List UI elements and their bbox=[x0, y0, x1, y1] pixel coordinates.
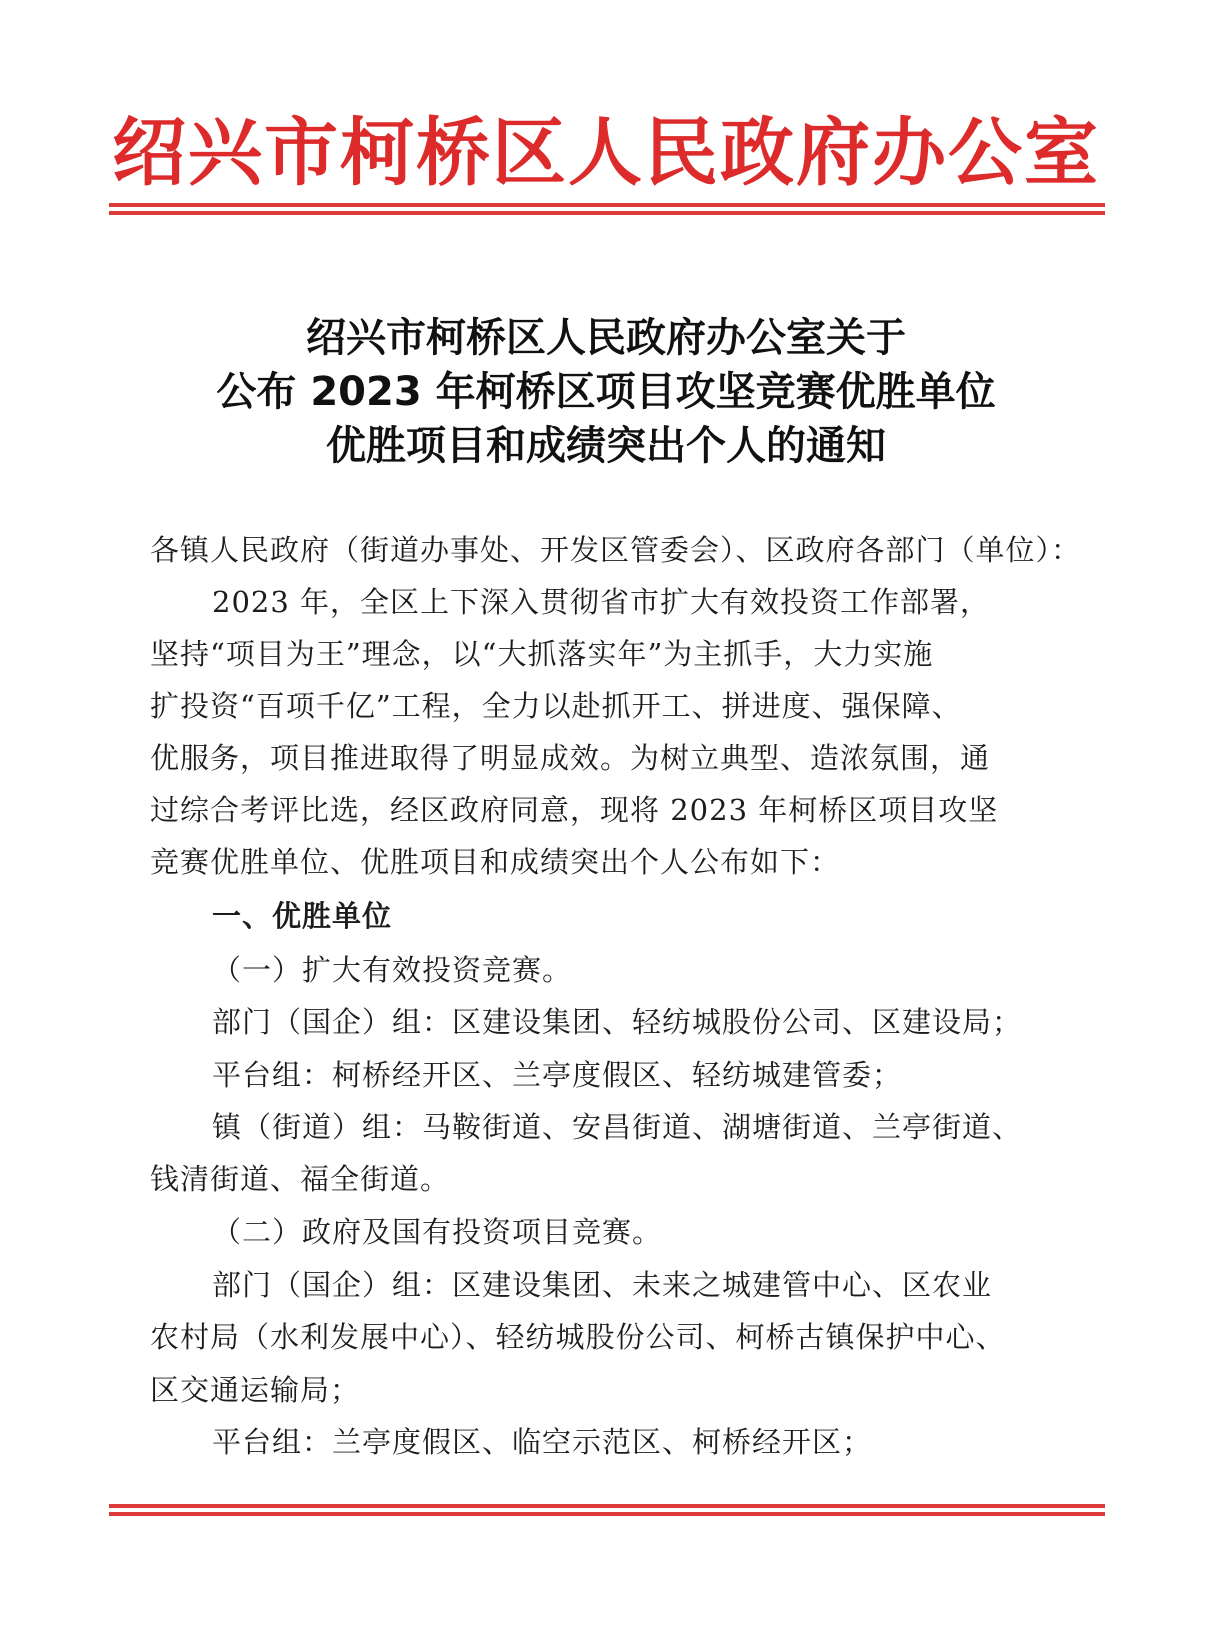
intro-line-1: 2023 年，全区上下深入贯彻省市扩大有效投资工作部署， bbox=[212, 585, 991, 619]
subsection-heading-investment: （一）扩大有效投资竞赛。 bbox=[212, 953, 573, 987]
sub1-line-4: 钱清街道、福全街道。 bbox=[150, 1162, 451, 1196]
intro-line-5: 过综合考评比选，经区政府同意，现将 2023 年柯桥区项目攻坚 bbox=[150, 793, 999, 827]
section-heading-winning-units: 一、优胜单位 bbox=[212, 899, 393, 933]
doc-title-line-1: 绍兴市柯桥区人民政府办公室关于 bbox=[306, 315, 906, 361]
sub2-line-2: 农村局（水利发展中心）、轻纺城股份公司、柯桥古镇保护中心、 bbox=[150, 1320, 1006, 1354]
footer-rule-top bbox=[109, 1504, 1105, 1508]
sub2-line-1: 部门（国企）组：区建设集团、未来之城建管中心、区农业 bbox=[212, 1268, 993, 1302]
sub1-line-2: 平台组：柯桥经开区、兰亭度假区、轻纺城建管委； bbox=[212, 1058, 903, 1092]
intro-line-6: 竞赛优胜单位、优胜项目和成绩突出个人公布如下： bbox=[150, 845, 841, 879]
sub2-line-4: 平台组：兰亭度假区、临空示范区、柯桥经开区； bbox=[212, 1425, 873, 1459]
doc-title-line-2: 公布 2023 年柯桥区项目攻坚竞赛优胜单位 bbox=[216, 369, 996, 415]
intro-line-4: 优服务，项目推进取得了明显成效。为树立典型、造浓氛围，通 bbox=[150, 741, 991, 775]
intro-line-3: 扩投资“百项千亿”工程，全力以赴抓开工、拼进度、强保障、 bbox=[150, 689, 962, 723]
sub1-line-3: 镇（街道）组：马鞍街道、安昌街道、湖塘街道、兰亭街道、 bbox=[212, 1110, 1023, 1144]
doc-title-line-3: 优胜项目和成绩突出个人的通知 bbox=[326, 423, 886, 469]
footer-rule-bottom bbox=[109, 1512, 1105, 1516]
header-rule-top bbox=[109, 203, 1105, 207]
addressee: 各镇人民政府（街道办事处、开发区管委会）、区政府各部门（单位）： bbox=[150, 533, 1082, 567]
intro-line-2: 坚持“项目为王”理念，以“大抓落实年”为主抓手，大力实施 bbox=[150, 637, 934, 671]
header-rule-bottom bbox=[109, 211, 1105, 215]
subsection-heading-government-projects: （二）政府及国有投资项目竞赛。 bbox=[212, 1215, 663, 1249]
sub2-line-3: 区交通运输局； bbox=[150, 1373, 361, 1407]
letterhead-org-name: 绍兴市柯桥区人民政府办公室 bbox=[112, 110, 1100, 196]
sub1-line-1: 部门（国企）组：区建设集团、轻纺城股份公司、区建设局； bbox=[212, 1005, 1023, 1039]
